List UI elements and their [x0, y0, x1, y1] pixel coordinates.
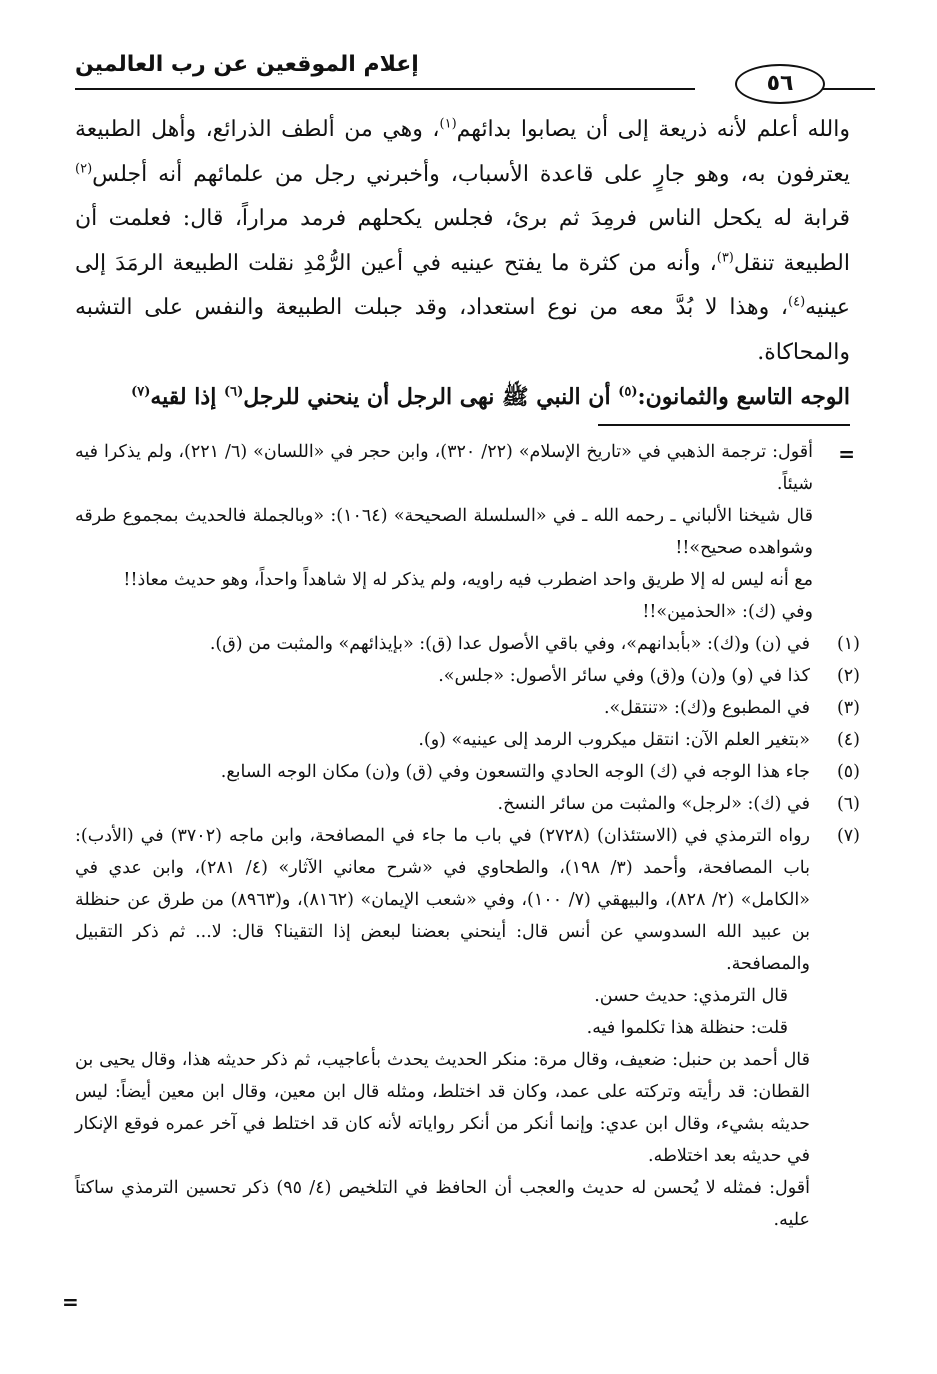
footnote-item [75, 820, 860, 980]
footnote-number: (٥) [836, 762, 860, 782]
footnote-number: (٣) [836, 698, 860, 718]
footnote-number: (٢) [836, 666, 860, 686]
footnote-continuation: أقول: فمثله لا يُحسن له حديث والعجب أن الحافظ في التلخيص (٤/ ٩٥) ذكر تحسين الترمذي ساكتاً عليه. [75, 1178, 810, 1230]
footnote-separator [598, 424, 850, 426]
footnote-number: (٤) [836, 730, 860, 750]
footnote-ref: (٦) [223, 384, 244, 400]
page-number: ٥٦ [735, 64, 825, 104]
footnote-ref: (٣) [716, 250, 734, 266]
continuation-mark-bottom: = [62, 1290, 79, 1314]
footnote-continuation: قلت: حنظلة هذا تكلموا فيه. [586, 1018, 788, 1038]
footnote-text: في (ن) و(ك): «بأبدانهم»، وفي باقي الأصول عدا (ق): «بإيذائهم» والمثبت من (ق). [209, 634, 810, 654]
footnote-text: كذا في (و) و(ن) و(ق) وفي سائر الأصول: «جلس». [438, 666, 810, 686]
footnote-ref: (٢) [75, 161, 93, 177]
footnote-continuation: قال أحمد بن حنبل: ضعيف، وقال مرة: منكر الحديث يحدث بأعاجيب، ثم ذكر حديثه هذا، وقال يحيى بن القطان: قد رأيته وتركته على عمد، وكان قد اختلط، ومثله قال ابن معين، وقال ابن معين أيضاً: ليس حديثه بشيء، وقال ابن عدي: وإنما أنكر من أنكر رواياته لأنه كان قد اختلط في آخر عمره فوقع الإنكار في حديثه بعد اختلاطه. [75, 1050, 810, 1166]
footnote-text: في (ك): «لرجل» والمثبت من سائر النسخ. [497, 794, 810, 814]
footnote-text: رواه الترمذي في (الاستئذان) (٢٧٢٨) في باب ما جاء في المصافحة، وابن ماجه (٣٧٠٢) في (الأدب): باب المصافحة، وأحمد (٣/ ١٩٨)، والطحاوي في «شرح معاني الآثار» (٤/ ٢٨١)، وابن عدي في «الكامل» (٢/ ٨٢٨)، والبيهقي (٧/ ١٠٠)، وفي «شعب الإيمان» (٨١٦٢)، و(٨٩٦٣) من طرق عن حنظلة بن عبيد الله السدوسي عن أنس قال: أينحني بعضنا لبعض إذا التقينا؟ قال: لا... ثم ذكر التقبيل والمصافحة. [75, 826, 811, 974]
footnote-item [75, 724, 860, 756]
footnote-continuation: قال الترمذي: حديث حسن. [594, 986, 788, 1006]
footnote-item [75, 692, 860, 724]
text-run: ، وهذا لا بُدَّ معه من نوع استعداد، وقد جبلت الطبيعة والنفس على التشبه والمحاكاة. [75, 295, 850, 365]
continuation-mark: = [838, 442, 855, 466]
heading-label: الوجه التاسع والثمانون: [637, 384, 850, 410]
footnote-number: (٧) [836, 826, 860, 846]
section-heading [75, 375, 850, 420]
text-run: والله أعلم لأنه ذريعة إلى أن يصابوا بدائهم [456, 117, 850, 142]
main-text [75, 108, 850, 420]
footnote-ref: (١) [439, 116, 457, 132]
running-title: إعلام الموقعين عن رب العالمين [75, 52, 419, 77]
text-run: ، وهي من ألطف الذرائع، وأهل الطبيعة يعترفون به، وهو جارٍ على قاعدة الأسباب، وأخبرني رجل من علمائهم أنه أجلس [75, 117, 850, 187]
heading-text: إذا لقيه [150, 384, 224, 410]
footnote-number: (٦) [836, 794, 860, 814]
text-run: ، وأنه من كثرة ما يفتح عينيه في أعين الرُّمْدِ نقلت الطبيعة الرمَدَ إلى عينيه [75, 250, 850, 320]
note-paragraph: مع أنه ليس له إلا طريق واحد اضطرب فيه راويه، ولم يذكر له إلا شاهداً واحداً، وهو حديث معاذ!! [123, 570, 813, 590]
footnote-item [75, 788, 860, 820]
footnote-text: في المطبوع و(ك): «تنتقل». [603, 698, 810, 718]
text-run: قرابة له يكحل الناس فرمِدَ ثم برئ، فجلس يكحلهم فرمد مراراً، قال: فعلمت أن الطبيعة تنقل [75, 206, 851, 276]
footnote-ref: (٥) [618, 384, 638, 400]
footnote-text: جاء هذا الوجه في (ك) الوجه الحادي والتسعون وفي (ق) و(ن) مكان الوجه السابع. [220, 762, 810, 782]
footnote-ref: (٧) [131, 384, 151, 400]
footnote-text: «بتغير العلم الآن: انتقل ميكروب الرمد إلى عينيه» (و). [418, 730, 810, 750]
footnote-number: (١) [836, 634, 860, 654]
header-rule-left [75, 88, 695, 90]
footnote-item [75, 756, 860, 788]
footnote-ref: (٤) [788, 294, 806, 310]
page-header [75, 48, 875, 94]
footnotes [75, 436, 860, 1236]
main-paragraph [75, 108, 850, 375]
note-paragraph: وفي (ك): «الحذمين»!! [642, 602, 813, 622]
footnote-item [75, 628, 860, 660]
note-paragraph: قال شيخنا الألباني ـ رحمه الله ـ في «السلسلة الصحيحة» (١٠٦٤): «وبالجملة فالحديث بمجموع طرقه وشواهده صحيح»!! [75, 506, 813, 558]
note-paragraph: أقول: ترجمة الذهبي في «تاريخ الإسلام» (٢٢/ ٣٢٠)، وابن حجر في «اللسان» (٦/ ٢٢١)، ولم يذكرا فيه شيئاً. [75, 442, 814, 494]
footnote-item [75, 660, 860, 692]
heading-text: أن النبي ﷺ نهى الرجل أن ينحني للرجل [243, 384, 619, 410]
